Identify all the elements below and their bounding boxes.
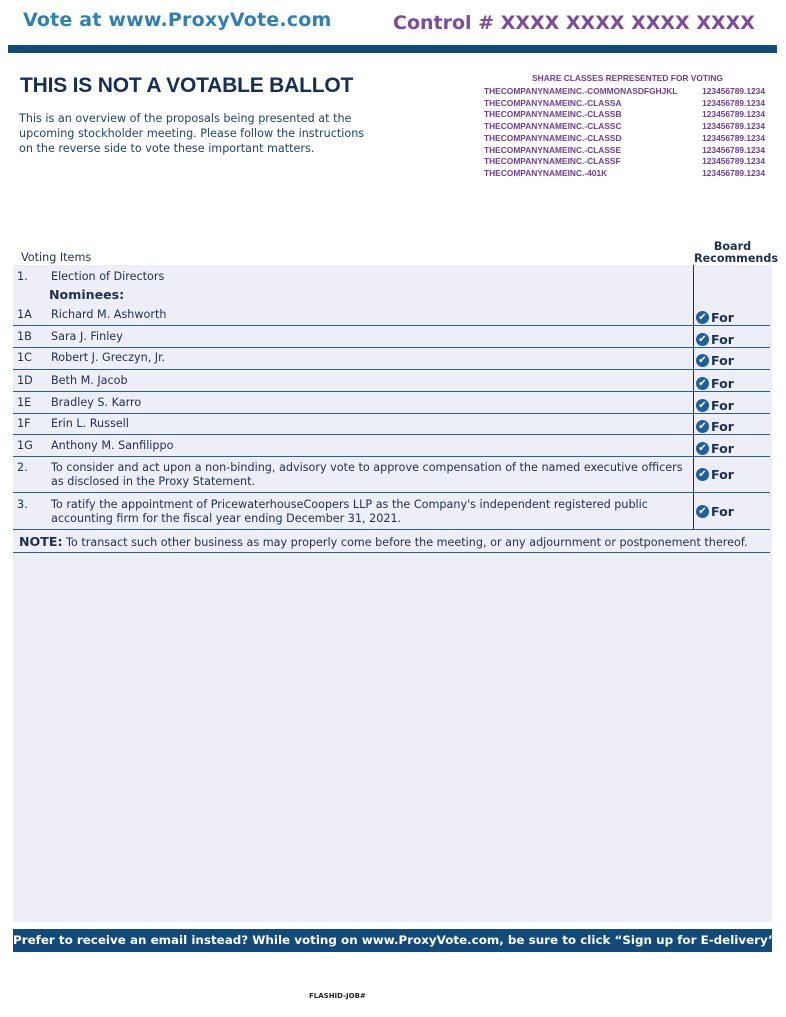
nominee-name: Beth M. Jacob [51, 374, 128, 387]
nominee-number: 1G [17, 439, 33, 452]
recommendation-divider [693, 265, 694, 529]
nominee-name: Bradley S. Karro [51, 396, 142, 409]
share-class-row [480, 156, 765, 168]
share-class-name: THECOMPANYNAMEINC.-CLASSF [484, 156, 621, 167]
nominee-number: 1E [17, 396, 32, 409]
recommendation-label: For [711, 310, 734, 325]
share-classes-list [480, 86, 765, 180]
check-circle-icon: ✔ [696, 377, 709, 390]
row-divider [13, 325, 770, 326]
voting-items-label: Voting Items [21, 251, 92, 264]
share-class-name: THECOMPANYNAMEINC.-401K [484, 167, 608, 178]
share-class-value: 123456789.1234 [702, 121, 765, 132]
recommendation-label: For [711, 398, 734, 413]
nominees-heading: Nominees: [49, 287, 125, 302]
nominee-name: Anthony M. Sanfilippo [51, 439, 174, 452]
recommendation-label: For [711, 332, 734, 347]
row-divider [13, 369, 770, 370]
item-number: 1. [17, 270, 28, 283]
share-class-row [480, 145, 765, 157]
share-class-value: 123456789.1234 [702, 86, 765, 96]
share-class-name: THECOMPANYNAMEINC.-CLASSE [484, 144, 622, 155]
share-class-name: THECOMPANYNAMEINC.-COMMONASDFGHJKL [484, 86, 678, 96]
share-classes-block [480, 73, 765, 180]
page-title: THIS IS NOT A VOTABLE BALLOT [20, 74, 354, 97]
check-circle-icon: ✔ [696, 399, 709, 412]
board-recommendation [696, 441, 734, 456]
board-recommendation [696, 376, 734, 391]
item-text: To consider and act upon a non-binding, advisory vote to approve compensation of the named executive officers as disclosed in the Proxy Statement. [51, 461, 683, 488]
recommendation-label: For [711, 441, 734, 456]
item-number: 2. [17, 461, 28, 474]
board-recommendation [696, 332, 734, 347]
job-id: FLASHID-JOB# [309, 992, 366, 1000]
share-class-value: 123456789.1234 [702, 97, 765, 108]
control-number: Control # XXXX XXXX XXXX XXXX [393, 12, 755, 34]
intro-text: This is an overview of the proposals being presented at the upcoming stockholder meeting. Please follow the instructions on the reverse side to vote these important matters. [19, 112, 365, 155]
header-rule [8, 45, 777, 53]
share-class-row [480, 168, 765, 180]
check-circle-icon: ✔ [696, 333, 709, 346]
share-class-name: THECOMPANYNAMEINC.-CLASSB [484, 109, 622, 120]
e-delivery-banner[interactable]: Prefer to receive an email instead? While voting on www.ProxyVote.com, be sure to click “Sign up for E-delivery”. [13, 929, 772, 952]
nominee-number: 1A [17, 308, 32, 321]
check-circle-icon: ✔ [696, 468, 709, 481]
board-recommendation [696, 353, 734, 368]
nominee-name: Erin L. Russell [51, 417, 129, 430]
board-recommendation [696, 398, 734, 413]
nominee-number: 1C [17, 351, 32, 364]
row-divider [13, 456, 770, 457]
row-divider [13, 529, 770, 530]
recommendation-label: For [711, 353, 734, 368]
share-class-value: 123456789.1234 [702, 167, 765, 178]
row-divider [13, 413, 770, 414]
share-class-name: THECOMPANYNAMEINC.-CLASSA [484, 97, 622, 108]
nominee-name: Richard M. Ashworth [51, 308, 167, 321]
board-recommendation [696, 310, 734, 325]
nominee-name: Robert J. Greczyn, Jr. [51, 351, 166, 364]
share-class-name: THECOMPANYNAMEINC.-CLASSD [484, 132, 622, 143]
check-circle-icon: ✔ [696, 505, 709, 518]
board-recommendation [696, 419, 734, 434]
board-recommends-label: Board Recommends [694, 240, 779, 265]
check-circle-icon: ✔ [696, 311, 709, 324]
check-circle-icon: ✔ [696, 420, 709, 433]
recommendation-label: For [711, 419, 734, 434]
check-circle-icon: ✔ [696, 354, 709, 367]
share-class-value: 123456789.1234 [702, 132, 765, 143]
share-classes-header: SHARE CLASSES REPRESENTED FOR VOTING [532, 73, 723, 83]
note-text: To transact such other business as may properly come before the meeting, or any adjournment or postponement thereof. [66, 536, 748, 549]
recommendation-label: For [711, 376, 734, 391]
row-divider [13, 391, 770, 392]
row-divider [13, 347, 770, 348]
board-recommendation [696, 467, 734, 482]
share-class-value: 123456789.1234 [702, 156, 765, 167]
vote-at-link[interactable]: Vote at www.ProxyVote.com [23, 9, 332, 31]
share-class-row [480, 109, 765, 121]
share-class-row [480, 86, 765, 98]
note-label: NOTE: [19, 534, 63, 549]
check-circle-icon: ✔ [696, 442, 709, 455]
board-recommendation [696, 504, 734, 519]
nominee-name: Sara J. Finley [51, 330, 123, 343]
nominee-number: 1F [17, 417, 31, 430]
share-class-row [480, 98, 765, 110]
item-text: Election of Directors [51, 270, 165, 283]
item-number: 3. [17, 498, 28, 511]
item-text: To ratify the appointment of PricewaterhouseCoopers LLP as the Company's independent registered public accounting firm for the fiscal year ending December 31, 2021. [51, 498, 648, 525]
row-divider [13, 492, 770, 493]
share-class-row [480, 133, 765, 145]
note [19, 534, 748, 549]
share-class-value: 123456789.1234 [702, 144, 765, 155]
nominee-number: 1D [17, 374, 33, 387]
share-class-name: THECOMPANYNAMEINC.-CLASSC [484, 121, 622, 132]
row-divider [13, 434, 770, 435]
row-divider [13, 552, 770, 553]
recommendation-label: For [711, 504, 734, 519]
share-class-row [480, 121, 765, 133]
recommendation-label: For [711, 467, 734, 482]
nominee-number: 1B [17, 330, 32, 343]
share-class-value: 123456789.1234 [702, 109, 765, 120]
